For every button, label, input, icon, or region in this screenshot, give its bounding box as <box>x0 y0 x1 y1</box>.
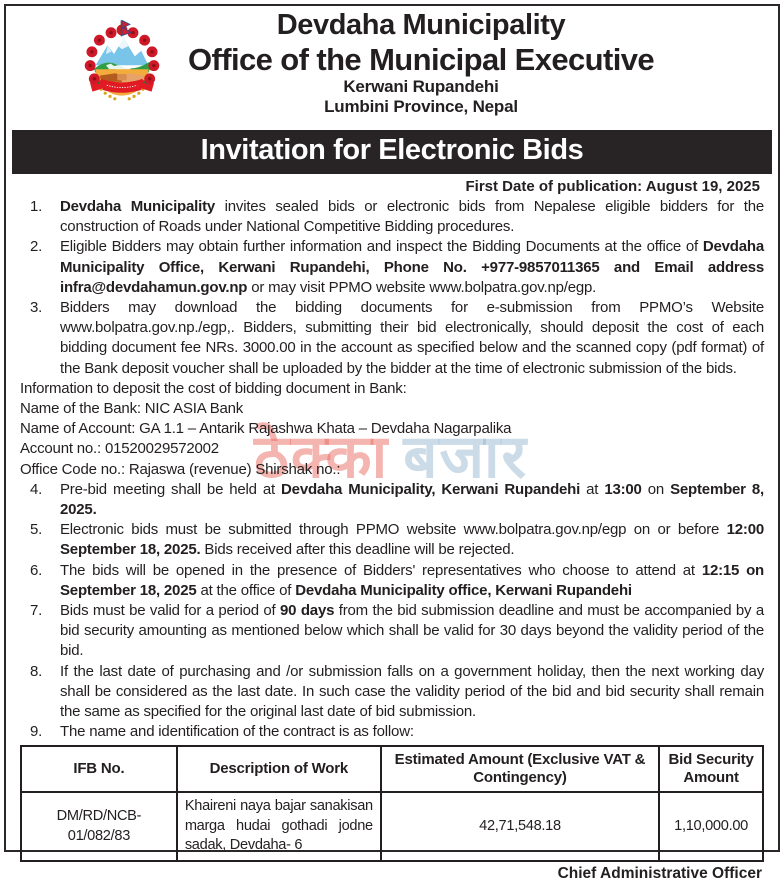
account-number-line: Account no.: 01520029572002 <box>20 440 219 458</box>
list-item-text: Bidders may download the bidding documents for e-submission from PPMO’s Website www.bolpatra.gov.np./egp,. Bidders, submitting their bid electronically, should deposit the cost of each bidding document fee NRs. 3000.00 in the account as specified below and the scanned copy (pdf format) of the Bank deposit voucher shall be uploaded by the bidder at the time of electronic submission of the bids. <box>60 299 764 377</box>
list-item-text: Bids must be valid for a period of 90 days from the bid submission deadline and must be accompanied by a bid security amounting as mentioned below which shall be valid for 30 days beyond the validity period of the bid. <box>60 602 764 660</box>
notice-list-part2 <box>20 480 764 743</box>
list-item-9 <box>20 722 764 742</box>
list-number: 2. <box>30 238 43 256</box>
list-item-3 <box>20 298 764 379</box>
bank-name-line: Name of the Bank: NIC ASIA Bank <box>20 400 244 418</box>
list-item-5 <box>20 520 764 560</box>
list-item-text: If the last date of purchasing and /or submission falls on a government holiday, then the next working day shall be considered as the last date. In such case the validity period of the bid and bid security shall remain the same as specified for the original last date of bid submission. <box>60 662 764 721</box>
list-item-text: Eligible Bidders may obtain further information and inspect the Bidding Documents at the office of Devdaha Municipality Office, Kerwani Rupandehi, Phone No. +977-9857011365 and Email address infra@devdahamun.gov.np or may visit PPMO website www.bolpatra.gov.np/egp. <box>60 238 764 296</box>
list-item-text: Electronic bids must be submitted through PPMO website www.bolpatra.gov.np/egp on or before 12:00 September 18, 2025. Bids received after this deadline will be rejected. <box>60 521 764 559</box>
list-item-text: Devdaha Municipality invites sealed bids or electronic bids from Nepalese eligible bidders for the construction of Roads under National Competitive Bidding procedures. <box>60 198 765 236</box>
cell-bid-security: 1,10,000.00 <box>659 792 763 861</box>
watermark-text-blue: बजार <box>403 423 529 490</box>
list-number: 6. <box>30 561 43 579</box>
watermark-text-red: ठेक्का <box>254 423 390 490</box>
office-code-line: Office Code no.: Rajaswa (revenue) Shirshak no.: <box>20 460 341 478</box>
list-item-2 <box>20 237 764 298</box>
header-estimated-amount: Estimated Amount (Exclusive VAT & Contingency) <box>381 746 659 792</box>
notice-list-part1 <box>20 197 764 379</box>
document-page <box>4 4 780 882</box>
nepal-coat-of-arms-icon <box>82 10 162 122</box>
cell-description: Khaireni naya bajar sanakisan marga hudai gothadi jodne sadak, Devdaha- 6 <box>177 792 381 861</box>
list-number: 9. <box>30 723 43 741</box>
list-item-8 <box>20 662 764 723</box>
publication-date: First Date of publication: August 19, 2025 <box>465 178 760 195</box>
header-description: Description of Work <box>177 746 381 792</box>
table-row <box>21 792 763 861</box>
list-item-text: Pre-bid meeting shall be held at Devdaha Municipality, Kerwani Rupandehi at 13:00 on September 8, 2025. <box>60 480 764 519</box>
contract-table <box>20 745 764 862</box>
list-item-text: The name and identification of the contract is as follow: <box>60 723 414 741</box>
notice-title-banner: Invitation for Electronic Bids <box>12 130 772 174</box>
office-title: Office of the Municipal Executive <box>188 42 654 77</box>
province-line: Lumbini Province, Nepal <box>324 97 518 116</box>
list-number: 8. <box>30 662 43 680</box>
list-item-text: The bids will be opened in the presence of Bidders' representatives who choose to attend at 12:15 on September 18, 2025 at the office of Devdaha Municipality office, Kerwani Rupandehi <box>60 561 765 599</box>
cell-ifb-no: DM/RD/NCB-01/082/83 <box>21 792 177 861</box>
bank-info-heading: Information to deposit the cost of bidding document in Bank: <box>20 379 407 397</box>
municipality-title: Devdaha Municipality <box>276 9 566 41</box>
list-number: 1. <box>30 198 43 215</box>
header-ifb-no: IFB No. <box>21 746 177 792</box>
list-item-7 <box>20 601 764 662</box>
address-line: Kerwani Rupandehi <box>343 77 499 96</box>
list-item-4 <box>20 480 764 520</box>
list-number: 4. <box>30 480 43 498</box>
bank-deposit-info <box>20 379 764 480</box>
signature-title: Chief Administrative Officer <box>557 864 762 882</box>
table-header-row <box>21 746 763 792</box>
list-item-6 <box>20 561 764 601</box>
list-number: 7. <box>30 602 43 620</box>
cell-estimated-amount: 42,71,548.18 <box>381 792 659 861</box>
header-bid-security: Bid Security Amount <box>659 746 763 792</box>
account-name-line: Name of Account: GA 1.1 – Antarik Rajashwa Khata – Devdaha Nagarpalika <box>20 420 512 438</box>
list-number: 3. <box>30 299 43 317</box>
list-number: 5. <box>30 521 43 539</box>
letterhead <box>20 9 764 125</box>
list-item-1 <box>20 197 764 237</box>
